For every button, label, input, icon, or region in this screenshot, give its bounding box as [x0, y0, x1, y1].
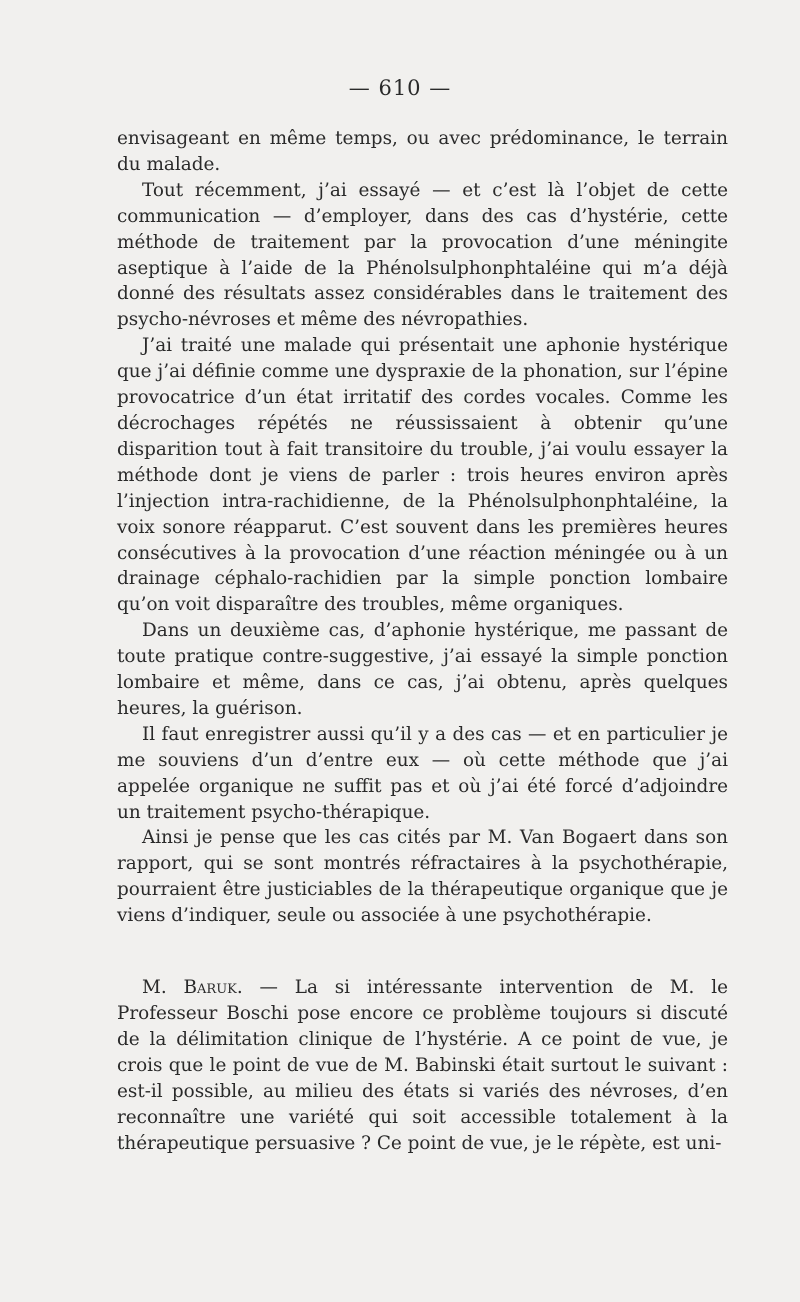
paragraph: J’ai traité une malade qui présentait une aphonie hystérique que j’ai définie comme une dyspraxie de la phonation, sur l’épine provocatrice d’un état irritatif des cordes vocales. Comme les décrochages répétés ne réussissaient à obtenir qu’une disparition tout à fait transitoire du trouble, j’ai voulu essayer la méthode dont je viens de parler : trois heures environ après l’injection intra-rachidienne, de la Phénolsulphonphtaléine, la voix sonore réapparut. C’est souvent dans les premières heures consécutives à la provocation d’une réaction méningée ou à un drainage céphalo-rachidien par la simple ponction lombaire qu’on voit disparaître des troubles, même organiques.	[117, 335, 728, 616]
speaker-suffix: . —	[236, 977, 295, 999]
paragraph: envisageant en même temps, ou avec prédominance, le terrain du malade.	[117, 128, 728, 175]
discussion-paragraph	[117, 975, 728, 1156]
paragraph: Tout récemment, j’ai essayé — et c’est là l’objet de cette communication — d’employer, dans des cas d’hystérie, cette méthode de traitement par la provocation d’une méningite aseptique à l’aide de la Phénolsulphonphtaléine qui m’a déjà donné des résultats assez considérables dans le traitement des psycho-névroses et même des névropathies.	[117, 179, 728, 331]
speaker-name: Baruk	[183, 977, 237, 999]
body-text	[117, 126, 728, 1156]
paragraph: Dans un deuxième cas, d’aphonie hystérique, me passant de toute pratique contre-suggestive, j’ai essayé la simple ponction lombaire et même, dans ce cas, j’ai obtenu, après quelques heures, la guérison.	[117, 620, 728, 719]
page-number: — 610 —	[348, 76, 452, 100]
paragraph: Il faut enregistrer aussi qu’il y a des cas — et en particulier je me souviens d’un d’entre eux — où cette méthode que j’ai appelée organique ne suffit pas et où j’ai été forcé d’adjoindre un traitement psycho-thérapique.	[117, 723, 728, 823]
speaker-prefix: M.	[142, 977, 184, 999]
discussion-text: La si intéressante intervention de M. le Professeur Boschi pose encore ce problème toujours si discuté de la délimitation clinique de l’hystérie. A ce point de vue, je crois que le point de vue de M. Babinski était surtout le suivant : est-il possible, au milieu des états si variés des névroses, d’en reconnaître une variété qui soit accessible totalement à la thérapeutique persuasive ? Ce point de vue, je le répète, est uni-	[117, 977, 728, 1154]
paragraph: Ainsi je pense que les cas cités par M. Van Bogaert dans son rapport, qui se sont montrés réfractaires à la psychothérapie, pourraient être justiciables de la thérapeutique organique que je viens d’indiquer, seule ou associée à une psychothérapie.	[117, 827, 728, 927]
